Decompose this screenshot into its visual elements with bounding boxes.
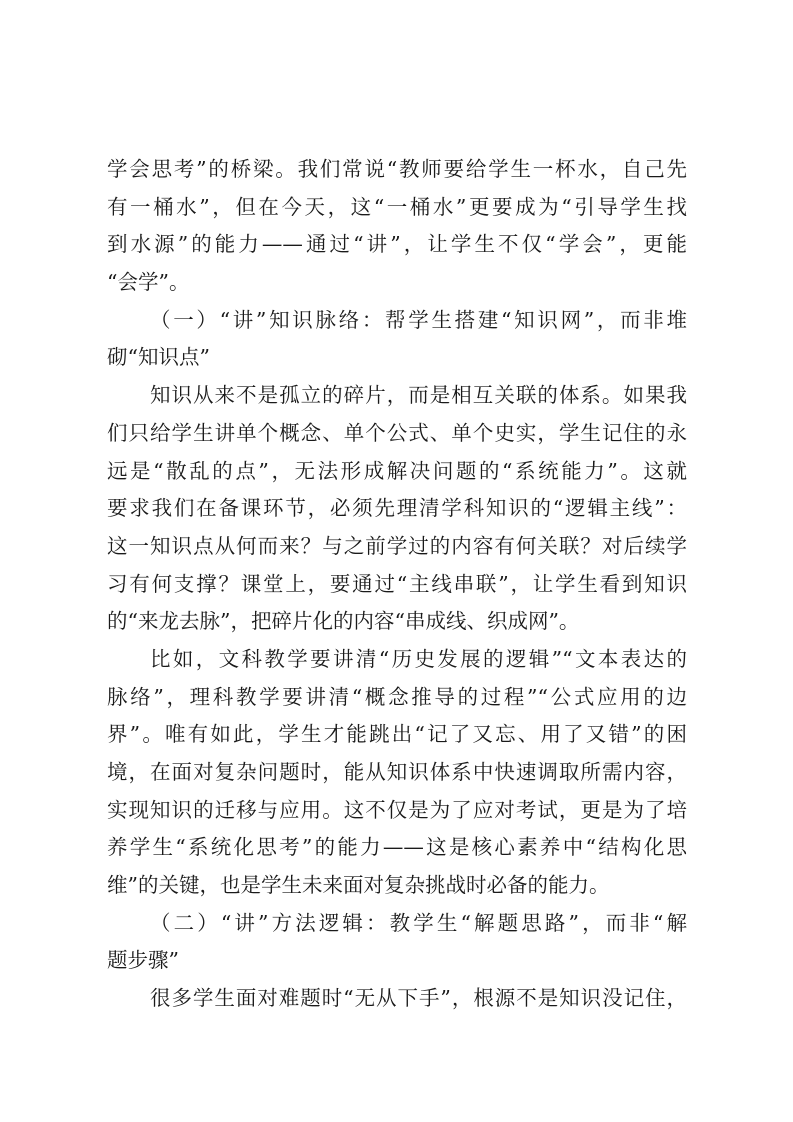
text-line: 要求我们在备课环节，必须先理清学科知识的“逻辑主线”： (107, 496, 687, 521)
text-line: 知识从来不是孤立的碎片，而是相互关联的体系。如果我 (150, 383, 687, 408)
text-line: 有一桶水”，但在今天，这“一桶水”更要成为“引导学生找 (107, 194, 687, 219)
text-line: 的“来龙去脉”，把碎片化的内容“串成线、织成网”。 (107, 609, 580, 634)
text-line: 到水源”的能力——通过“讲”，让学生不仅“学会”，更能 (107, 232, 687, 257)
text-line: 比如，文科教学要讲清“历史发展的逻辑”“文本表达的 (150, 646, 687, 671)
text-line: 题步骤” (107, 948, 179, 973)
document-page (107, 151, 687, 1018)
text-line: 学会思考”的桥梁。我们常说“教师要给学生一杯水，自己先 (107, 157, 687, 181)
text-line: 很多学生面对难题时“无从下手”，根源不是知识没记住， (150, 986, 687, 1011)
text-line: 界”。唯有如此，学生才能跳出“记了又忘、用了又错”的困 (107, 722, 687, 747)
text-line: “会学”。 (107, 270, 190, 295)
text-line: 们只给学生讲单个概念、单个公式、单个史实，学生记住的永 (107, 420, 687, 445)
text-line: 养学生“系统化思考”的能力——这是核心素养中“结构化思 (107, 835, 687, 860)
text-line: 习有何支撑？课堂上，要通过“主线串联”，让学生看到知识 (107, 571, 687, 596)
text-line: 实现知识的迁移与应用。这不仅是为了应对考试，更是为了培 (107, 797, 687, 822)
text-line: 维”的关键，也是学生未来面对复杂挑战时必备的能力。 (107, 873, 610, 898)
text-line: （二）“讲”方法逻辑：教学生“解题思路”，而非“解 (150, 910, 687, 935)
text-line: 远是“散乱的点”，无法形成解决问题的“系统能力”。这就 (107, 458, 687, 483)
text-line: 这一知识点从何而来？与之前学过的内容有何关联？对后续学 (107, 533, 687, 558)
text-line: 砌“知识点” (107, 345, 210, 370)
text-line: 境，在面对复杂问题时，能从知识体系中快速调取所需内容， (107, 760, 687, 784)
text-line: （一）“讲”知识脉络：帮学生搭建“知识网”，而非堆 (150, 307, 687, 332)
text-line: 脉络”，理科教学要讲清“概念推导的过程”“公式应用的边 (107, 684, 687, 709)
